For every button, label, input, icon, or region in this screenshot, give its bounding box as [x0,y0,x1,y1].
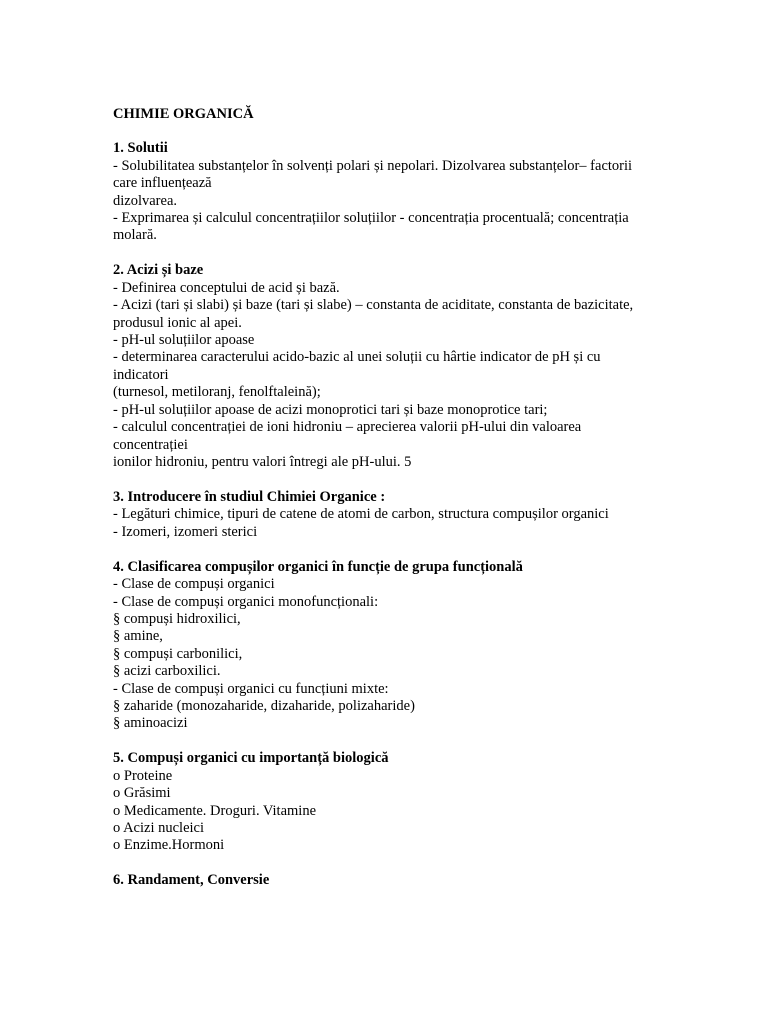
section-line: - Definirea conceptului de acid și bază. [113,279,340,296]
section-heading: 6. Randament, Conversie [113,872,270,889]
section-line: ionilor hidroniu, pentru valori întregi ale pH-ului. 5 [113,453,412,470]
section-line: - Clase de compuși organici cu funcțiuni mixte: [113,680,389,697]
section-line: § aminoacizi [113,715,188,732]
document-content [113,106,673,907]
section-3 [113,489,673,541]
section-heading: 2. Acizi și baze [113,262,204,279]
section-line: § compuși carbonilici, [113,645,243,662]
document-title: CHIMIE ORGANICĂ [113,106,254,122]
section-line: (turnesol, metiloranj, fenolftaleină); [113,384,321,401]
section-heading: 5. Compuși organici cu importanță biologică [113,750,389,767]
section-line: - determinarea caracterului acido-bazic al unei soluții cu hârtie indicator de pH și cu [113,349,601,366]
section-line: - Acizi (tari și slabi) și baze (tari și slabe) – constanta de aciditate, constanta de bazicitate, [113,297,634,314]
section-heading: 4. Clasificarea compușilor organici în funcție de grupa funcțională [113,558,523,575]
section-line: o Proteine [113,767,173,784]
section-line: - Exprimarea și calculul concentrațiilor soluțiilor - concentrația procentuală; concentrația [113,210,629,227]
section-line: o Medicamente. Droguri. Vitamine [113,802,317,819]
section-line: indicatori [113,366,169,383]
section-line: - Clase de compuși organici [113,576,275,593]
section-line: dizolvarea. [113,192,178,209]
section-4 [113,559,673,733]
section-line: molară. [113,227,157,244]
section-line: o Enzime.Hormoni [113,837,225,854]
section-line: - pH-ul soluțiilor apoase [113,332,255,349]
section-heading: 1. Solutii [113,140,168,157]
section-6 [113,872,673,889]
section-line: o Acizi nucleici [113,820,204,836]
section-line: produsul ionic al apei. [113,314,242,331]
section-5 [113,750,673,854]
section-line: - Clase de compuși organici monofuncționali: [113,593,379,610]
section-2 [113,262,673,471]
section-line: o Grăsimi [113,785,171,802]
section-line: - Legături chimice, tipuri de catene de atomi de carbon, structura compușilor organici [113,506,609,523]
section-line: § amine, [113,628,163,645]
section-line: - Solubilitatea substanțelor în solvenți polari și nepolari. Dizolvarea substanțelor– factorii [113,157,633,174]
section-1 [113,140,673,244]
section-line: § compuși hidroxilici, [113,610,241,627]
section-line: - Izomeri, izomeri sterici [113,523,258,540]
section-line: - calculul concentrației de ioni hidroniu – aprecierea valorii pH-ului din valoarea [113,419,582,436]
section-line: concentrației [113,436,188,453]
section-line: - pH-ul soluțiilor apoase de acizi monoprotici tari și baze monoprotice tari; [113,401,548,418]
section-line: § zaharide (monozaharide, dizaharide, polizaharide) [113,697,415,714]
section-line: care influențează [113,175,212,192]
section-line: § acizi carboxilici. [113,663,221,680]
section-heading: 3. Introducere în studiul Chimiei Organice : [113,488,386,505]
